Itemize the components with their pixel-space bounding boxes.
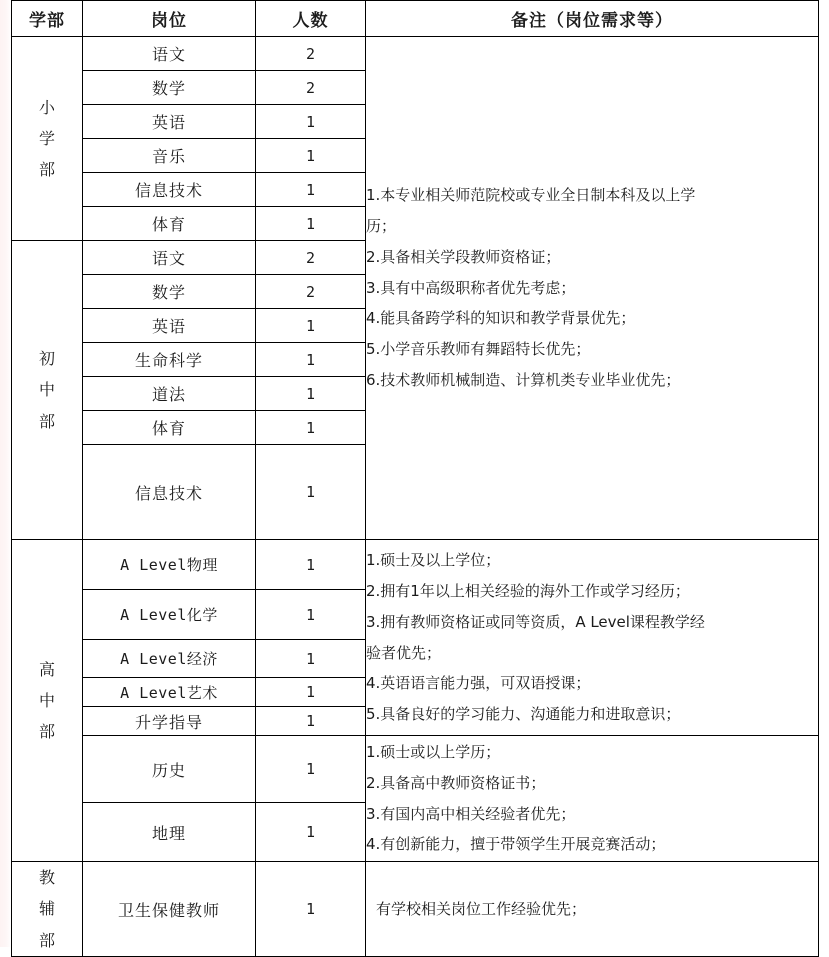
count-cell: 1 xyxy=(256,445,366,540)
count-cell: 1 xyxy=(256,139,366,173)
position-cell: 道法 xyxy=(83,377,256,411)
count-cell: 1 xyxy=(256,803,366,862)
remark-line: 1.本专业相关师范院校或专业全日制本科及以上学 xyxy=(366,186,696,205)
position-cell: 数学 xyxy=(83,275,256,309)
position-cell: A Level物理 xyxy=(83,540,256,590)
remark-line: 4.英语语言能力强，可双语授课； xyxy=(366,674,591,693)
remark-cell-alevel xyxy=(366,540,819,736)
position-cell: 信息技术 xyxy=(83,173,256,207)
table-header-row xyxy=(12,1,819,37)
job-listing-table xyxy=(11,0,819,957)
dept-char: 辅 xyxy=(38,899,55,919)
count-cell: 1 xyxy=(256,377,366,411)
count-cell: 2 xyxy=(256,37,366,71)
dept-char: 小 xyxy=(38,97,55,117)
remark-line: 2.具备相关学段教师资格证； xyxy=(366,247,561,266)
dept-char: 教 xyxy=(38,868,55,888)
remark-line: 1.硕士或以上学历； xyxy=(366,743,501,761)
department-cell-middle xyxy=(12,241,83,540)
count-cell: 1 xyxy=(256,862,366,957)
position-cell: 语文 xyxy=(83,37,256,71)
count-cell: 1 xyxy=(256,736,366,803)
dept-char: 初 xyxy=(38,349,55,369)
position-cell: 历史 xyxy=(83,736,256,803)
department-label-support xyxy=(12,862,82,956)
count-cell: 1 xyxy=(256,540,366,590)
count-cell: 1 xyxy=(256,411,366,445)
count-cell: 1 xyxy=(256,678,366,707)
column-header-position: 岗位 xyxy=(83,1,256,37)
position-cell: A Level艺术 xyxy=(83,678,256,707)
remark-line: 3.具有中高级职称者优先考虑； xyxy=(366,278,576,297)
remark-cell-basic-education xyxy=(366,37,819,540)
table-row xyxy=(12,540,819,590)
dept-char: 部 xyxy=(38,411,55,431)
remark-line: 有学校相关岗位工作经验优先； xyxy=(376,899,587,918)
position-cell: 生命科学 xyxy=(83,343,256,377)
remark-line: 1.硕士及以上学位； xyxy=(366,551,501,570)
paper-margin-strip xyxy=(0,0,11,947)
remark-cell-support xyxy=(366,862,819,957)
table-row xyxy=(12,862,819,957)
department-label-high xyxy=(12,654,82,748)
position-cell: 地理 xyxy=(83,803,256,862)
remark-line: 验者优先； xyxy=(366,643,442,662)
remark-line: 4.能具备跨学科的知识和教学背景优先； xyxy=(366,309,636,328)
remark-line: 历； xyxy=(366,217,397,236)
position-cell: 升学指导 xyxy=(83,707,256,736)
remark-line: 5.小学音乐教师有舞蹈特长优先； xyxy=(366,340,591,359)
position-cell: 英语 xyxy=(83,309,256,343)
table-row xyxy=(12,37,819,71)
dept-char: 高 xyxy=(38,659,55,679)
count-cell: 1 xyxy=(256,707,366,736)
position-cell: 音乐 xyxy=(83,139,256,173)
count-cell: 2 xyxy=(256,71,366,105)
table-row xyxy=(12,736,819,803)
department-label-primary xyxy=(12,92,82,186)
position-cell: 体育 xyxy=(83,207,256,241)
position-cell: 数学 xyxy=(83,71,256,105)
count-cell: 1 xyxy=(256,343,366,377)
position-cell: 信息技术 xyxy=(83,445,256,540)
department-cell-primary xyxy=(12,37,83,241)
department-label-middle xyxy=(12,343,82,437)
department-cell-high xyxy=(12,540,83,862)
remark-line: 3.拥有教师资格证或同等资质，A Level课程教学经 xyxy=(366,612,705,631)
remark-line: 5.具备良好的学习能力、沟通能力和进取意识； xyxy=(366,705,681,723)
dept-char: 部 xyxy=(38,160,55,180)
department-cell-support xyxy=(12,862,83,957)
remark-line: 6.技术教师机械制造、计算机类专业毕业优先； xyxy=(366,370,681,389)
dept-char: 部 xyxy=(38,930,55,950)
position-cell: 英语 xyxy=(83,105,256,139)
dept-char: 中 xyxy=(38,380,55,400)
position-cell: 语文 xyxy=(83,241,256,275)
remark-line: 3.有国内高中相关经验者优先； xyxy=(366,804,576,823)
position-cell: A Level化学 xyxy=(83,590,256,640)
column-header-count: 人数 xyxy=(256,1,366,37)
remark-line: 4.有创新能力，擅于带领学生开展竞赛活动； xyxy=(366,835,666,854)
column-header-department: 学部 xyxy=(12,1,83,37)
job-listing-table-container xyxy=(11,0,818,957)
position-cell: 体育 xyxy=(83,411,256,445)
dept-char: 部 xyxy=(38,722,55,742)
count-cell: 1 xyxy=(256,590,366,640)
remark-cell-history-geography xyxy=(366,736,819,862)
position-cell: A Level经济 xyxy=(83,640,256,678)
dept-char: 中 xyxy=(38,690,55,710)
remark-line: 2.拥有1年以上相关经验的海外工作或学习经历； xyxy=(366,582,690,600)
column-header-remark: 备注（岗位需求等） xyxy=(366,1,819,37)
count-cell: 1 xyxy=(256,105,366,139)
remark-line: 2.具备高中教师资格证书； xyxy=(366,773,546,792)
position-cell: 卫生保健教师 xyxy=(83,862,256,957)
count-cell: 1 xyxy=(256,207,366,241)
count-cell: 1 xyxy=(256,640,366,678)
count-cell: 2 xyxy=(256,275,366,309)
count-cell: 2 xyxy=(256,241,366,275)
count-cell: 1 xyxy=(256,309,366,343)
count-cell: 1 xyxy=(256,173,366,207)
dept-char: 学 xyxy=(38,128,55,148)
